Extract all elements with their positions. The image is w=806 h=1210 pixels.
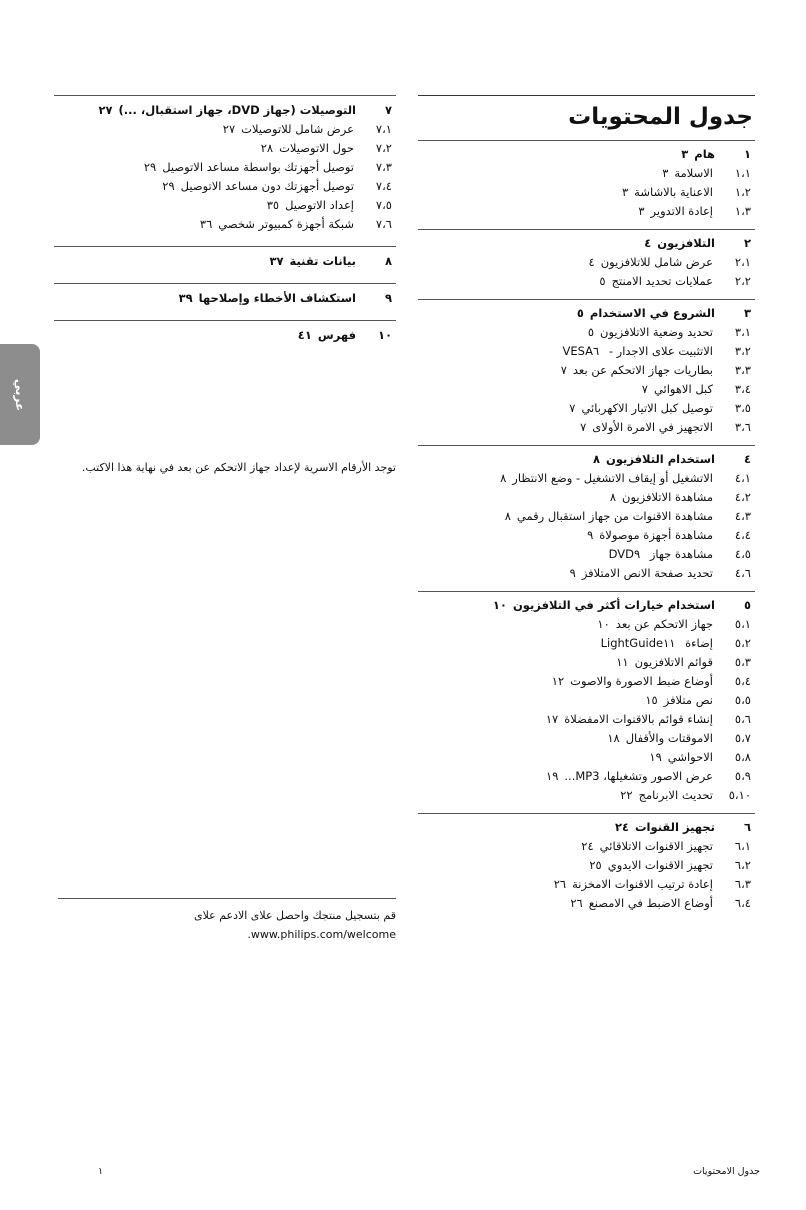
entry-title xyxy=(418,342,721,361)
toc-section-heading[interactable] xyxy=(418,450,755,469)
entry-page: ١٠ xyxy=(492,598,507,612)
entry-page: ٣ xyxy=(681,147,689,161)
toc-entry[interactable] xyxy=(418,272,755,291)
entry-number: ٤ xyxy=(743,452,751,466)
entry-page: ٥ xyxy=(576,306,584,320)
entry-number: ٥،٣ xyxy=(734,655,751,669)
entry-page: ٣٥ xyxy=(266,198,280,212)
entry-text: توصيل أجهزتك بواسطة مساعد الاتوصيل xyxy=(162,160,354,174)
entry-text: إعادة الاتدوير xyxy=(650,204,713,218)
entry-number: ٥،٧ xyxy=(734,731,751,745)
toc-entry[interactable] xyxy=(418,710,755,729)
toc-section-heading[interactable] xyxy=(418,234,755,253)
entry-page: ٨ xyxy=(504,509,511,523)
toc-entry[interactable] xyxy=(418,856,755,875)
entry-text: مشاهدة أجهزة موصولاة xyxy=(599,528,713,542)
toc-entry[interactable] xyxy=(418,837,755,856)
entry-page: ٢٩ xyxy=(162,179,175,193)
entry-title xyxy=(418,183,721,202)
toc-section-heading[interactable] xyxy=(54,326,396,345)
entry-title xyxy=(418,272,721,291)
entry-text: توصيل كبل الاتيار الاكهربائي xyxy=(581,401,713,415)
entry-text: الاموقتات والأقفال xyxy=(625,731,713,745)
entry-page: ٤ xyxy=(588,255,595,269)
entry-number: ١،٣ xyxy=(734,204,751,218)
entry-title xyxy=(418,164,721,183)
entry-number: ٥ xyxy=(743,598,751,612)
toc-entry[interactable] xyxy=(54,158,396,177)
entry-text: استكشاف الأخطاء وإصلاحها xyxy=(198,291,356,305)
left-sections xyxy=(54,95,396,357)
entry-title xyxy=(418,145,723,164)
entry-number: ٤،١ xyxy=(734,471,751,485)
toc-section-heading[interactable] xyxy=(54,101,396,120)
entry-text: فهرس xyxy=(317,328,356,342)
entry-page: ٧ xyxy=(580,420,587,434)
entry-page: ٨ xyxy=(500,471,507,485)
entry-page: ٩ xyxy=(569,566,576,580)
entry-page: ١١ xyxy=(663,636,676,650)
entry-number: ٥،٦ xyxy=(734,712,751,726)
entry-text: مشاهدة جهاز DVD xyxy=(608,547,713,561)
toc-section-heading[interactable] xyxy=(418,818,755,837)
entry-page: ٦ xyxy=(593,344,600,358)
entry-title xyxy=(54,158,362,177)
entry-title xyxy=(418,469,721,488)
toc-entry[interactable] xyxy=(418,164,755,183)
toc-entry[interactable] xyxy=(418,526,755,545)
entry-title xyxy=(418,253,721,272)
entry-number: ٣،٤ xyxy=(734,382,751,396)
entry-page: ٧ xyxy=(560,363,567,377)
entry-text: استخدام التلافزيون xyxy=(606,452,715,466)
entry-number: ٧،٢ xyxy=(375,141,392,155)
entry-page: ٨ xyxy=(593,452,601,466)
entry-title xyxy=(54,326,364,345)
entry-page: ٧ xyxy=(569,401,576,415)
entry-text: الاتشغيل أو إيقاف الاتشغيل - وضع الانتظار xyxy=(512,471,713,485)
toc-section-heading[interactable] xyxy=(54,289,396,308)
entry-number: ٥،٨ xyxy=(734,750,751,764)
entry-page: ١٥ xyxy=(645,693,658,707)
entry-text: التلافزيون xyxy=(657,236,715,250)
toc-section xyxy=(418,813,755,921)
entry-text: نص متلافز xyxy=(663,693,713,707)
entry-number: ١٠ xyxy=(377,328,392,342)
entry-text: بطاريات جهاز الاتحكم عن بعد xyxy=(572,363,713,377)
entry-title xyxy=(54,120,362,139)
entry-number: ٥،٩ xyxy=(734,769,751,783)
toc-entry[interactable] xyxy=(54,120,396,139)
entry-title xyxy=(418,615,721,634)
entry-page: ٣٦ xyxy=(199,217,213,231)
toc-section xyxy=(54,320,396,357)
entry-title xyxy=(418,304,723,323)
toc-section-heading[interactable] xyxy=(54,252,396,271)
entry-text: مشاهدة الاقنوات من جهاز استقبال رقمي xyxy=(516,509,713,523)
right-sections xyxy=(418,140,755,921)
entry-text: مشاهدة الاتلافزيون xyxy=(622,490,713,504)
toc-entry[interactable] xyxy=(418,691,755,710)
entry-number: ٤،٥ xyxy=(734,547,751,561)
entry-title xyxy=(418,710,721,729)
entry-number: ٣،٢ xyxy=(734,344,751,358)
entry-text: عرض شامل للاتلافزيون xyxy=(600,255,713,269)
toc-entry[interactable] xyxy=(418,202,755,221)
entry-title xyxy=(418,323,721,342)
toc-section xyxy=(54,283,396,320)
entry-number: ٦،٤ xyxy=(734,896,751,910)
entry-title xyxy=(418,488,721,507)
entry-page: ٣٩ xyxy=(178,291,193,305)
entry-text: كبل الاهوائي xyxy=(653,382,713,396)
entry-page: ٤ xyxy=(644,236,652,250)
entry-title xyxy=(418,837,721,856)
toc-right-column xyxy=(418,95,755,921)
entry-text: تحديد وضعية الاتلافزيون xyxy=(600,325,713,339)
entry-page: ٢٧ xyxy=(222,122,236,136)
toc-section-heading[interactable] xyxy=(418,304,755,323)
entry-title xyxy=(418,748,721,767)
toc-entry[interactable] xyxy=(418,380,755,399)
entry-number: ٣،١ xyxy=(734,325,751,339)
entry-number: ٦،٢ xyxy=(734,858,751,872)
entry-title xyxy=(418,786,721,805)
toc-entry[interactable] xyxy=(418,894,755,913)
entry-page: ٤١ xyxy=(297,328,312,342)
entry-text: إعادة ترتيب الاقنوات الامخزنة xyxy=(572,877,713,891)
toc-entry[interactable] xyxy=(418,748,755,767)
entry-number: ٦،١ xyxy=(734,839,751,853)
toc-entry[interactable] xyxy=(418,183,755,202)
entry-title xyxy=(54,177,362,196)
toc-entry[interactable] xyxy=(418,342,755,361)
entry-text: تجهيز الاقنوات الاتلاقائي xyxy=(599,839,713,853)
entry-title xyxy=(418,507,721,526)
entry-text: عملايات تحديد الامنتج xyxy=(611,274,713,288)
entry-page: ٢٧ xyxy=(98,103,113,117)
entry-text: قوائم الاتلافزيون xyxy=(634,655,713,669)
entry-page: ١٩ xyxy=(649,750,662,764)
entry-number: ٥،٢ xyxy=(734,636,751,650)
entry-number: ٤،٣ xyxy=(734,509,751,523)
entry-text: شبكة أجهزة كمبيوتر شخصي xyxy=(218,217,354,231)
toc-entry[interactable] xyxy=(418,469,755,488)
entry-number: ٢ xyxy=(743,236,751,250)
toc-entry[interactable] xyxy=(418,786,755,805)
language-tab-label: عربي xyxy=(13,378,27,411)
toc-entry[interactable] xyxy=(418,418,755,437)
toc-entry[interactable] xyxy=(54,196,396,215)
entry-title xyxy=(418,450,723,469)
toc-section xyxy=(54,95,396,246)
toc-entry[interactable] xyxy=(54,177,396,196)
toc-entry[interactable] xyxy=(418,615,755,634)
entry-page: ١١ xyxy=(616,655,629,669)
entry-number: ٨ xyxy=(384,254,392,268)
toc-entry[interactable] xyxy=(418,634,755,653)
entry-text: أوضاع الاضبط في الامصنع xyxy=(588,896,713,910)
entry-title xyxy=(418,361,721,380)
entry-title xyxy=(418,691,721,710)
entry-title xyxy=(54,139,362,158)
entry-page: ٢٤ xyxy=(581,839,594,853)
entry-number: ٢،١ xyxy=(734,255,751,269)
entry-text: هام xyxy=(694,147,715,161)
entry-text: تحديث الابرنامج xyxy=(638,788,713,802)
entry-number: ٩ xyxy=(384,291,392,305)
toc-entry[interactable] xyxy=(418,875,755,894)
toc-entry[interactable] xyxy=(418,653,755,672)
entry-title xyxy=(418,202,721,221)
entry-text: الاتجهيز في الامرة الأولاى xyxy=(592,420,713,434)
entry-page: ٢٥ xyxy=(589,858,602,872)
entry-text: حول الاتوصيلات xyxy=(279,141,354,155)
entry-title xyxy=(418,634,721,653)
entry-number: ٧،٥ xyxy=(375,198,392,212)
entry-text: الاسلامة xyxy=(674,166,713,180)
toc-entry[interactable] xyxy=(418,564,755,583)
entry-title xyxy=(54,196,362,215)
footer-title: جدول الامحتويات xyxy=(693,1166,760,1177)
entry-title xyxy=(418,399,721,418)
entry-page: ٣ xyxy=(621,185,629,199)
entry-title xyxy=(418,564,721,583)
entry-title xyxy=(418,418,721,437)
toc-section xyxy=(418,299,755,445)
entry-title xyxy=(418,234,723,253)
entry-title xyxy=(418,818,723,837)
entry-title xyxy=(418,526,721,545)
entry-text: الشروع في الاستخدام xyxy=(589,306,715,320)
toc-section-heading[interactable] xyxy=(418,145,755,164)
page-title: جدول المحتويات xyxy=(418,95,755,140)
entry-page: ٣٧ xyxy=(269,254,284,268)
entry-text: أوضاع ضبط الاصورة والاصوت xyxy=(570,674,713,688)
entry-number: ٢،٢ xyxy=(734,274,751,288)
entry-number: ٥،٥ xyxy=(734,693,751,707)
entry-text: الاتثبيت علاى الاجدار - VESA xyxy=(562,344,713,358)
entry-text: إضاءة LightGuide xyxy=(600,636,713,650)
entry-title xyxy=(54,252,364,271)
entry-text: توصيل أجهزتك دون مساعد الاتوصيل xyxy=(180,179,354,193)
entry-number: ٤،٤ xyxy=(734,528,751,542)
entry-number: ٧،٤ xyxy=(375,179,392,193)
registration-note: قم بتسجيل منتجك واحصل علاى الادعم علاى www.philips.com/welcome. xyxy=(193,909,396,941)
entry-number: ٣،٥ xyxy=(734,401,751,415)
toc-entry[interactable] xyxy=(54,139,396,158)
toc-entry[interactable] xyxy=(418,729,755,748)
entry-page: ٩ xyxy=(633,547,641,561)
entry-page: ١٨ xyxy=(607,731,620,745)
entry-number: ٧،١ xyxy=(375,122,392,136)
entry-page: ٢٦ xyxy=(553,877,567,891)
toc-section xyxy=(418,140,755,229)
entry-number: ٦ xyxy=(743,820,751,834)
entry-number: ٥،٤ xyxy=(734,674,751,688)
entry-text: التوصيلات (جهاز DVD، جهاز استقبال، ...) xyxy=(118,103,356,117)
entry-title xyxy=(54,101,364,120)
entry-text: استخدام خيارات أكثر في التلافزيون xyxy=(512,598,715,612)
entry-text: الاعناية بالاشاشة xyxy=(634,185,713,199)
entry-title xyxy=(418,875,721,894)
entry-page: ٨ xyxy=(609,490,617,504)
entry-number: ٤،٦ xyxy=(734,566,751,580)
toc-section xyxy=(54,246,396,283)
toc-section xyxy=(418,229,755,299)
entry-number: ٥،١ xyxy=(734,617,751,631)
toc-section xyxy=(418,591,755,813)
entry-number: ١،١ xyxy=(734,166,751,180)
entry-number: ٦،٣ xyxy=(734,877,751,891)
entry-number: ٧،٦ xyxy=(375,217,392,231)
entry-number: ٧،٣ xyxy=(375,160,392,174)
entry-page: ٩ xyxy=(587,528,594,542)
entry-page: ٢٦ xyxy=(570,896,583,910)
footer-page-number: ١ xyxy=(98,1166,104,1177)
toc-entry[interactable] xyxy=(418,672,755,691)
entry-text: عرض الاصور وتشغيلها، MP3... xyxy=(564,769,713,783)
entry-title xyxy=(418,767,721,786)
entry-title xyxy=(418,545,721,564)
entry-title xyxy=(418,894,721,913)
entry-number: ٣،٦ xyxy=(734,420,751,434)
toc-entry[interactable] xyxy=(418,253,755,272)
entry-text: إعداد الاتوصيل xyxy=(285,198,354,212)
entry-page: ١٠ xyxy=(597,617,610,631)
entry-title xyxy=(54,215,362,234)
entry-page: ٢٤ xyxy=(614,820,629,834)
entry-page: ٣ xyxy=(662,166,669,180)
toc-left-column xyxy=(54,95,396,357)
toc-section-heading[interactable] xyxy=(418,596,755,615)
entry-title xyxy=(418,729,721,748)
toc-entry[interactable] xyxy=(418,767,755,786)
toc-entry[interactable] xyxy=(418,323,755,342)
entry-title xyxy=(418,672,721,691)
toc-entry[interactable] xyxy=(418,507,755,526)
entry-title xyxy=(418,653,721,672)
entry-text: عرض شامل للاتوصيلات xyxy=(241,122,354,136)
entry-text: إنشاء قوائم بالاقنوات الامفضلاة xyxy=(564,712,713,726)
toc-entry[interactable] xyxy=(418,488,755,507)
entry-page: ٣ xyxy=(638,204,645,218)
entry-title xyxy=(54,289,364,308)
entry-page: ١٧ xyxy=(545,712,559,726)
entry-page: ٥ xyxy=(599,274,606,288)
entry-title xyxy=(418,856,721,875)
entry-text: بيانات تقنية xyxy=(289,254,356,268)
entry-page: ٢٨ xyxy=(260,141,274,155)
entry-number: ٥،١٠ xyxy=(728,788,751,802)
divider xyxy=(58,898,396,899)
entry-page: ١٩ xyxy=(546,769,559,783)
toc-entry[interactable] xyxy=(418,361,755,380)
entry-title xyxy=(418,380,721,399)
entry-number: ٧ xyxy=(384,103,392,117)
entry-number: ١،٢ xyxy=(734,185,751,199)
entry-title xyxy=(418,596,723,615)
toc-entry[interactable] xyxy=(418,545,755,564)
entry-number: ٣ xyxy=(743,306,751,320)
entry-number: ٤،٢ xyxy=(734,490,751,504)
entry-text: الاحواشي xyxy=(667,750,713,764)
entry-page: ٥ xyxy=(587,325,595,339)
remote-codes-note: توجد الأرقام الاسرية لإعداد جهاز الاتحكم عن بعد في نهاية هذا الاكتب. xyxy=(81,461,396,474)
entry-page: ٢٩ xyxy=(143,160,157,174)
entry-text: تحديد صفحة الانص الامتلافز xyxy=(581,566,713,580)
entry-page: ٢٢ xyxy=(620,788,633,802)
entry-text: تجهيز الاقنوات الايدوي xyxy=(607,858,713,872)
entry-number: ١ xyxy=(743,147,751,161)
entry-page: ٧ xyxy=(641,382,648,396)
language-tab[interactable] xyxy=(0,344,40,445)
entry-number: ٣،٣ xyxy=(734,363,751,377)
entry-page: ١٢ xyxy=(551,674,565,688)
toc-section xyxy=(418,445,755,591)
toc-entry[interactable] xyxy=(418,399,755,418)
toc-entry[interactable] xyxy=(54,215,396,234)
entry-text: تجهيز القنوات xyxy=(635,820,715,834)
entry-text: جهاز الاتحكم عن بعد xyxy=(615,617,713,631)
